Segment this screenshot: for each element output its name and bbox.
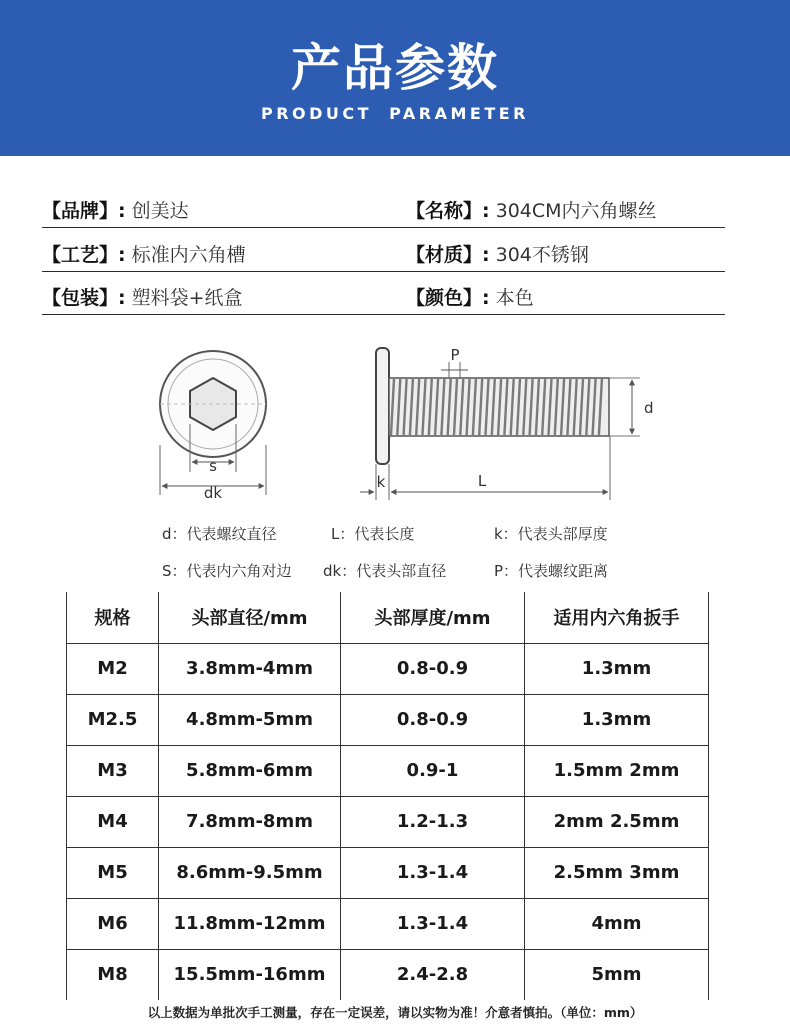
attribute-material: 【材质】: 304不锈钢 <box>406 244 589 266</box>
header-cell: 规格 <box>67 592 159 643</box>
label-dk: dk <box>203 484 223 502</box>
header-cell: 头部直径/mm <box>159 592 341 643</box>
table-row <box>67 694 709 745</box>
table-cell: 0.8-0.9 <box>341 643 525 694</box>
table-cell: 1.3mm <box>525 643 709 694</box>
legend-p: P：代表螺纹距离 <box>494 562 609 580</box>
table-header-row <box>67 592 709 643</box>
legend-l: L：代表长度 <box>331 525 415 543</box>
attribute-packaging: 【包装】: 塑料袋+纸盒 <box>42 287 243 309</box>
table-row <box>67 949 709 1000</box>
table-cell: 1.3-1.4 <box>341 898 525 949</box>
table-cell: 4mm <box>525 898 709 949</box>
label-s: s <box>209 457 217 475</box>
table-row <box>67 643 709 694</box>
attribute-name: 【名称】: 304CM内六角螺丝 <box>406 200 657 222</box>
table-cell: 2mm 2.5mm <box>525 796 709 847</box>
table-cell: 0.9-1 <box>341 745 525 796</box>
table-cell: 15.5mm-16mm <box>159 949 341 1000</box>
banner-title: 产品参数 <box>291 39 499 97</box>
table-cell: 3.8mm-4mm <box>159 643 341 694</box>
attribute-color: 【颜色】: 本色 <box>406 287 534 309</box>
legend-k: k：代表头部厚度 <box>494 525 608 543</box>
table-cell: 2.5mm 3mm <box>525 847 709 898</box>
disclaimer-note: 以上数据为单批次手工测量，存在一定误差，请以实物为准！介意者慎拍。（单位：mm） <box>147 1005 643 1020</box>
spec-table <box>66 592 709 1000</box>
table-cell: 8.6mm-9.5mm <box>159 847 341 898</box>
table-cell: M3 <box>67 745 159 796</box>
table-cell: 1.3mm <box>525 694 709 745</box>
header-cell: 适用内六角扳手 <box>525 592 709 643</box>
table-cell: M6 <box>67 898 159 949</box>
table-cell: 4.8mm-5mm <box>159 694 341 745</box>
label-p: P <box>450 346 460 364</box>
table-cell: 7.8mm-8mm <box>159 796 341 847</box>
attribute-process: 【工艺】: 标准内六角槽 <box>42 244 246 266</box>
table-row <box>67 898 709 949</box>
table-cell: M4 <box>67 796 159 847</box>
table-cell: 0.8-0.9 <box>341 694 525 745</box>
table-cell: M8 <box>67 949 159 1000</box>
legend-dk: dk：代表头部直径 <box>323 562 447 580</box>
header-cell: 头部厚度/mm <box>341 592 525 643</box>
table-cell: M5 <box>67 847 159 898</box>
label-d: d <box>644 399 654 417</box>
table-cell: 5mm <box>525 949 709 1000</box>
table-cell: 5.8mm-6mm <box>159 745 341 796</box>
attribute-row-3 <box>42 273 725 315</box>
table-row <box>67 745 709 796</box>
attribute-row-1 <box>42 186 725 228</box>
table-cell: 1.2-1.3 <box>341 796 525 847</box>
header-banner <box>0 0 790 156</box>
table-cell: 1.3-1.4 <box>341 847 525 898</box>
label-l: L <box>477 472 487 490</box>
table-cell: M2 <box>67 643 159 694</box>
table-cell: M2.5 <box>67 694 159 745</box>
table-row <box>67 796 709 847</box>
attribute-row-2 <box>42 230 725 272</box>
legend-d: d：代表螺纹直径 <box>162 525 277 543</box>
table-cell: 11.8mm-12mm <box>159 898 341 949</box>
legend-s: S：代表内六角对边 <box>162 562 292 580</box>
banner-subtitle: PRODUCT PARAMETER <box>260 104 529 123</box>
attribute-brand: 【品牌】: 创美达 <box>42 200 189 222</box>
table-cell: 1.5mm 2mm <box>525 745 709 796</box>
table-row <box>67 847 709 898</box>
screw-side-view <box>360 348 640 500</box>
screw-diagram <box>0 340 790 510</box>
label-k: k <box>376 473 386 491</box>
table-cell: 2.4-2.8 <box>341 949 525 1000</box>
